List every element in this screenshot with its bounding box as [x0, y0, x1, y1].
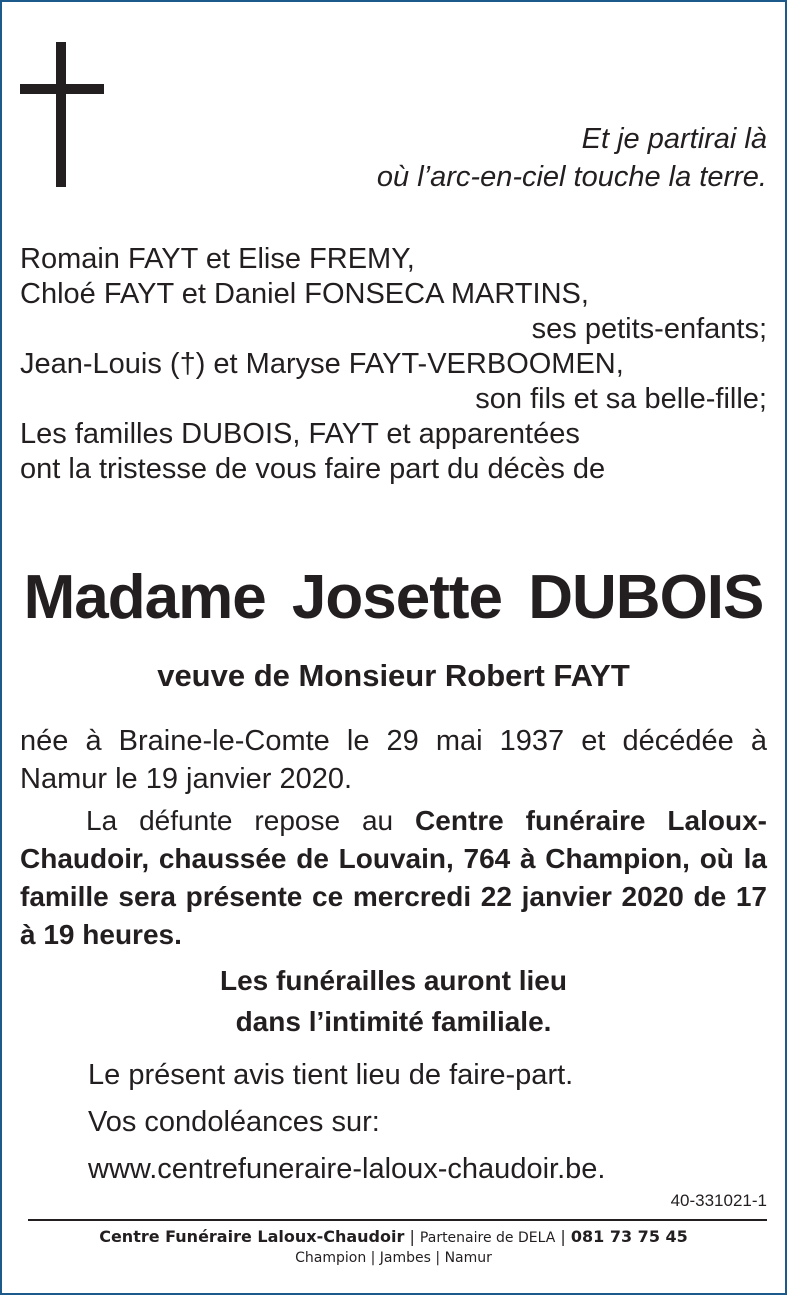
repose-paragraph [20, 802, 767, 954]
divider [28, 1219, 767, 1221]
footer-company-line [20, 1226, 767, 1249]
notice-line: Vos condoléances sur: [88, 1106, 380, 1138]
footer-locations: Champion | Jambes | Namur [295, 1250, 492, 1266]
funeral-line: dans l’intimité familiale. [235, 1006, 552, 1037]
family-announcement [20, 242, 767, 487]
family-relation: ses petits-enfants; [531, 313, 767, 345]
reference-number: 40-331021-1 [670, 1191, 767, 1210]
footer-separator: | [404, 1227, 420, 1246]
notice-line: Le présent avis tient lieu de faire-part. [88, 1059, 574, 1091]
funeral-line: Les funérailles auront lieu [220, 965, 567, 996]
family-line: ont la tristesse de vous faire part du décès de [20, 453, 606, 485]
quote-line: Et je partirai là [581, 123, 767, 155]
deceased-name: Madame Josette DUBOIS [23, 563, 764, 632]
condolence-url: www.centrefuneraire-laloux-chaudoir.be. [88, 1153, 606, 1185]
family-relation: son fils et sa belle-fille; [475, 383, 767, 415]
repose-intro: La défunte repose au [86, 805, 416, 836]
family-line: Romain FAYT et Elise FREMY, [20, 243, 415, 275]
family-line: Jean-Louis (†) et Maryse FAYT-VERBOOMEN, [20, 348, 624, 380]
footer-company: Centre Funéraire Laloux-Chaudoir [99, 1227, 405, 1246]
repose-details: Centre funéraire Laloux-Chaudoir, chaussée de Louvain, 764 à Champion, où la famille sera présente ce mercredi 22 janvier 2020 de 17 à 19 heures. [20, 805, 767, 950]
footer-phone: 081 73 75 45 [570, 1227, 688, 1246]
footer-partner: Partenaire de DELA [419, 1230, 556, 1246]
funeral-info [20, 960, 767, 1042]
family-line: Les familles DUBOIS, FAYT et apparentées [20, 418, 580, 450]
notice-text [88, 1052, 605, 1193]
quote-line: où l’arc-en-ciel touche la terre. [376, 161, 767, 193]
widow-of: veuve de Monsieur Robert FAYT [157, 658, 630, 693]
birth-death-text: née à Braine-le-Comte le 29 mai 1937 et décédée à Namur le 19 janvier 2020. [20, 725, 767, 795]
family-line: Chloé FAYT et Daniel FONSECA MARTINS, [20, 278, 589, 310]
cross-icon [20, 42, 104, 187]
epigraph-quote [377, 120, 767, 196]
footer-separator: | [555, 1227, 571, 1246]
